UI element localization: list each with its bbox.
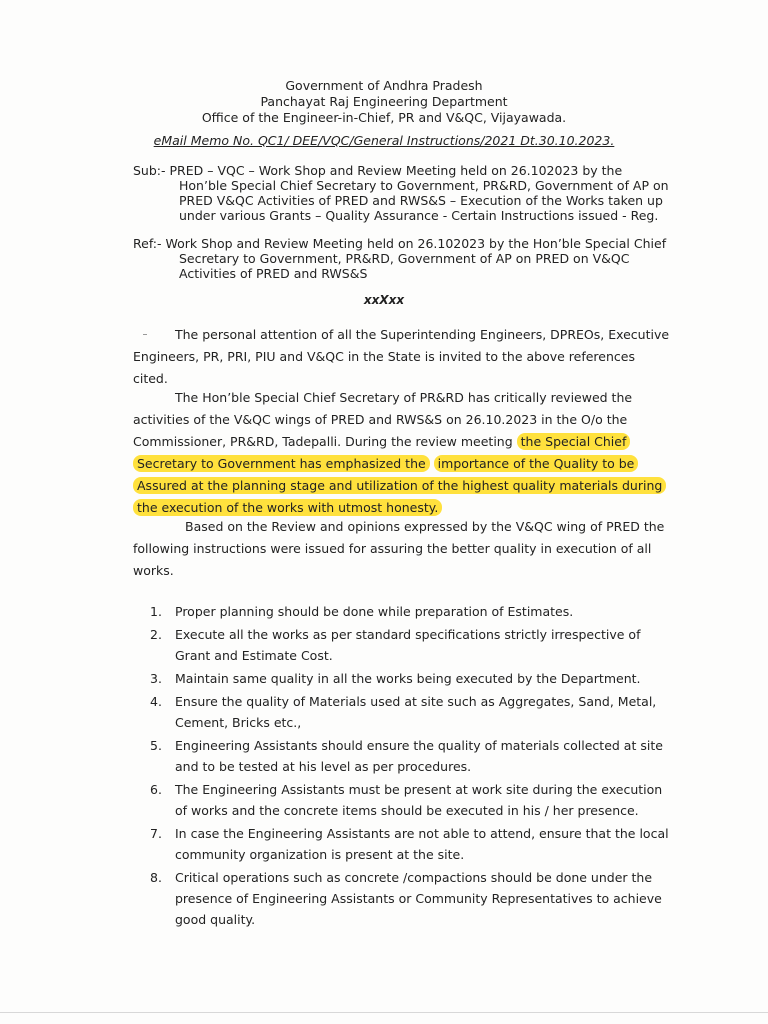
instruction-text: of works and the concrete items should be executed in his / her presence. — [175, 803, 639, 818]
instruction-item — [150, 624, 675, 666]
paragraph-instructions-intro — [133, 516, 673, 582]
instruction-number: 5. — [150, 738, 162, 753]
highlighted-text: Secretary to Government has emphasized the — [133, 455, 430, 472]
reference-block — [133, 236, 673, 281]
paragraph-review — [133, 387, 673, 519]
subject-line: Hon’ble Special Chief Secretary to Government, PR&RD, Government of AP on — [179, 178, 669, 193]
instruction-text: presence of Engineering Assistants or Community Representatives to achieve — [175, 891, 662, 906]
paragraph-line: Engineers, PR, PRI, PIU and V&QC in the State is invited to the above references — [133, 349, 635, 364]
instruction-number: 7. — [150, 826, 162, 841]
subject-line: PRED V&QC Activities of PRED and RWS&S – Execution of the Works taken up — [179, 193, 663, 208]
instruction-text: Grant and Estimate Cost. — [175, 648, 333, 663]
instruction-number: 6. — [150, 782, 162, 797]
reference-line: Activities of PRED and RWS&S — [179, 266, 368, 281]
reference-line: Work Shop and Review Meeting held on 26.102023 by the Hon’ble Special Chief — [165, 236, 667, 251]
instruction-number: 2. — [150, 627, 162, 642]
instruction-text: Cement, Bricks etc., — [175, 715, 302, 730]
subject-line: PRED – VQC – Work Shop and Review Meeting held on 26.102023 by the — [169, 163, 623, 178]
paragraph-line — [133, 431, 673, 453]
instruction-text: Engineering Assistants should ensure the quality of materials collected at site — [175, 738, 663, 753]
instruction-item — [150, 668, 675, 689]
instruction-item — [150, 735, 675, 777]
instruction-list — [150, 601, 675, 932]
instruction-number: 4. — [150, 694, 162, 709]
instruction-text: Ensure the quality of Materials used at site such as Aggregates, Sand, Metal, — [175, 694, 657, 709]
instruction-item — [150, 779, 675, 821]
paragraph-line: cited. — [133, 371, 168, 386]
separator: xxXxx — [363, 293, 405, 307]
paragraph-text: Commissioner, PR&RD, Tadepalli. During the review meeting — [133, 434, 513, 449]
letterhead-department: Panchayat Raj Engineering Department — [260, 94, 508, 109]
page-bottom-edge — [0, 1012, 768, 1013]
instruction-number: 1. — [150, 604, 162, 619]
memo-number: eMail Memo No. QC1/ DEE/VQC/General Instructions/2021 Dt.30.10.2023. — [153, 133, 615, 148]
subject-block — [133, 163, 673, 223]
highlighted-text: the Special Chief — [517, 433, 631, 450]
paragraph-line — [133, 475, 673, 497]
subject-line: under various Grants – Quality Assurance - Certain Instructions issued - Reg. — [179, 208, 659, 223]
instruction-text: Critical operations such as concrete /compactions should be done under the — [175, 870, 653, 885]
paragraph-line: The personal attention of all the Superintending Engineers, DPREOs, Executive — [175, 327, 670, 342]
letterhead-government: Government of Andhra Pradesh — [285, 78, 483, 93]
highlighted-text: Assured at the planning stage and utilization of the highest quality materials during — [133, 477, 666, 494]
instruction-number: 8. — [150, 870, 162, 885]
instruction-number: 3. — [150, 671, 162, 686]
paragraph-attention — [133, 324, 673, 390]
paragraph-line: Based on the Review and opinions expressed by the V&QC wing of PRED the — [185, 519, 665, 534]
instruction-text: Execute all the works as per standard specifications strictly irrespective of — [175, 627, 641, 642]
paragraph-line: The Hon’ble Special Chief Secretary of PR&RD has critically reviewed the — [175, 390, 633, 405]
reference-lead: Ref:- — [133, 236, 162, 251]
instruction-text: Proper planning should be done while preparation of Estimates. — [175, 604, 574, 619]
instruction-text: In case the Engineering Assistants are not able to attend, ensure that the local — [175, 826, 669, 841]
letterhead-office: Office of the Engineer-in-Chief, PR and V&QC, Vijayawada. — [201, 110, 567, 125]
instruction-text: Maintain same quality in all the works being executed by the Department. — [175, 671, 641, 686]
instruction-item — [150, 601, 675, 622]
instruction-text: The Engineering Assistants must be present at work site during the execution — [175, 782, 663, 797]
instruction-text: community organization is present at the site. — [175, 847, 465, 862]
subject-lead: Sub:- — [133, 163, 166, 178]
paragraph-line: following instructions were issued for assuring the better quality in execution of all — [133, 541, 652, 556]
paragraph-line — [133, 453, 673, 475]
paragraph-line: works. — [133, 563, 174, 578]
paragraph-line: activities of the V&QC wings of PRED and RWS&S on 26.10.2023 in the O/o the — [133, 412, 628, 427]
highlighted-text: the execution of the works with utmost honesty. — [133, 499, 442, 516]
instruction-item — [150, 823, 675, 865]
reference-line: Secretary to Government, PR&RD, Government of AP on PRED on V&QC — [179, 251, 630, 266]
instruction-text: and to be tested at his level as per procedures. — [175, 759, 472, 774]
instruction-text: good quality. — [175, 912, 256, 927]
highlighted-text: importance of the Quality to be — [434, 455, 639, 472]
instruction-item — [150, 691, 675, 733]
instruction-item — [150, 867, 675, 930]
letterhead — [0, 78, 768, 126]
